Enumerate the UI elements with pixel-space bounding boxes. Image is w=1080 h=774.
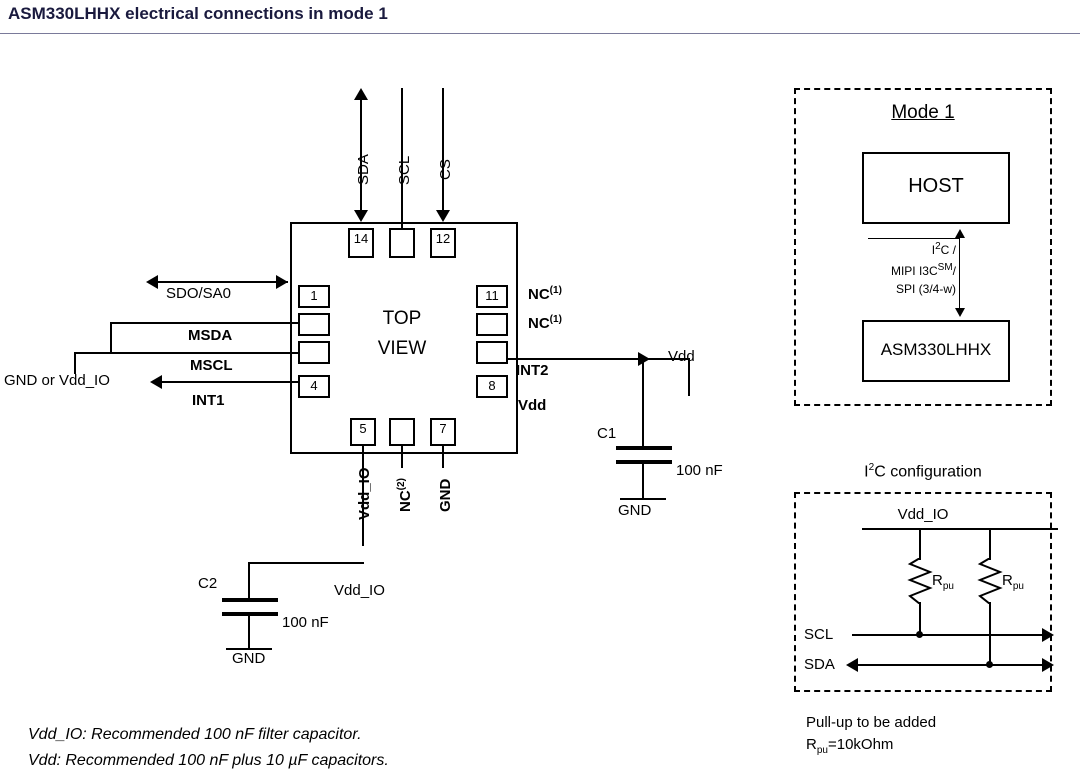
label-c2-value: 100 nF	[282, 614, 329, 631]
int1-arrowhead-left	[150, 375, 162, 389]
page-title: ASM330LHHX electrical connections in mode 1	[8, 4, 388, 23]
rpu-left-symbol	[906, 558, 934, 604]
bus-labels	[838, 238, 956, 298]
sdo-sa0-arrowhead-left	[146, 275, 158, 289]
rpu-right-label	[1002, 572, 1024, 592]
c2-top-lead	[248, 562, 250, 600]
footnote-line-2: Vdd: Recommended 100 nF plus 10 µF capacitors.	[28, 752, 389, 769]
label-gnd-pin: GND	[437, 478, 454, 512]
device-label: ASM330LHHX	[880, 340, 992, 359]
i2c-rail-label: Vdd_IO	[897, 506, 949, 523]
pad-10	[476, 313, 508, 336]
i2c-rail-line	[862, 528, 1058, 530]
label-sdo-sa0: SDO/SA0	[166, 285, 232, 302]
bus-l1-a: I	[931, 243, 936, 257]
label-cs: CS	[437, 159, 454, 180]
i2c-sda-arrowhead-left	[846, 658, 858, 672]
bus-arrowhead-down	[955, 308, 965, 317]
chip-label-bottom: VIEW	[377, 338, 427, 359]
label-gnd-or-vddio: GND or Vdd_IO	[4, 372, 110, 389]
bus-l2-b: /	[952, 264, 956, 278]
label-mscl: MSCL	[190, 357, 233, 374]
c2-plate-bottom	[222, 612, 278, 616]
pad-7: 7	[430, 418, 456, 446]
rpu-right-a: R	[1002, 572, 1013, 589]
label-vdd-rail: Vdd	[668, 348, 695, 365]
pad-5: 5	[350, 418, 376, 446]
gnd-vddio-stub	[74, 352, 76, 374]
cs-arrowhead-down	[436, 210, 450, 222]
c1-bottom-lead	[642, 464, 644, 498]
label-c1-value: 100 nF	[676, 462, 723, 479]
rpu-left-bottom-lead	[919, 602, 921, 634]
title-divider	[0, 33, 1080, 34]
c1-plate-bottom	[616, 460, 672, 464]
rpu-right-bottom-lead	[989, 602, 991, 664]
label-c2-gnd: GND	[232, 650, 266, 667]
pad-1: 1	[298, 285, 330, 308]
label-c1-gnd: GND	[618, 502, 652, 519]
i2c-caption	[794, 462, 1052, 481]
int1-line	[162, 381, 298, 383]
sdo-sa0-line	[158, 281, 288, 283]
footnotes	[28, 722, 389, 774]
label-nc-bottom	[396, 478, 414, 512]
rpu-left-label	[932, 572, 954, 592]
i2c-caption-a: I	[864, 463, 869, 481]
i2c-note-r: R	[806, 736, 817, 753]
rpu-left-a: R	[932, 572, 943, 589]
pad-2	[298, 313, 330, 336]
c1-gnd-bar	[620, 498, 666, 500]
rpu-right-sub: pu	[1012, 581, 1024, 592]
bus-label-line3: SPI (3/4-w)	[895, 282, 956, 296]
bus-arrowhead-up	[955, 229, 965, 238]
i2c-scl-label: SCL	[804, 626, 834, 643]
i2c-scl-node	[916, 631, 923, 638]
label-msda: MSDA	[188, 327, 233, 344]
nc2-pin-line	[401, 446, 403, 468]
cs-line	[442, 88, 444, 212]
label-nc-1-note: (1)	[549, 285, 562, 296]
gnd-vddio-branch	[74, 352, 112, 354]
pad-11: 11	[476, 285, 508, 308]
c2-bottom-lead	[248, 616, 250, 648]
sdo-sa0-arrowhead-right	[276, 275, 288, 289]
i2c-note-val: =10kOhm	[827, 736, 894, 753]
rpu-right-top-lead	[989, 528, 991, 560]
label-vdd-pin8: Vdd	[518, 397, 547, 414]
c1-top-lead	[642, 358, 644, 446]
sda-arrowhead-up	[354, 88, 368, 100]
label-nc-bottom-note: (2)	[396, 478, 407, 491]
i2c-caption-sup: 2	[868, 462, 875, 473]
footnote-line-1: Vdd_IO: Recommended 100 nF filter capacitor.	[28, 726, 362, 743]
bus-line	[959, 238, 960, 308]
pad-14: 14	[348, 228, 374, 258]
c2-branch-line	[248, 562, 364, 564]
i2c-scl-arrowhead	[1042, 628, 1054, 642]
label-vddio-pin: Vdd_IO	[356, 467, 373, 520]
pad-8: 8	[476, 375, 508, 398]
pad-3	[298, 341, 330, 364]
bus-l1-sup: 2	[935, 241, 941, 252]
chip-label-top: TOP	[382, 308, 422, 329]
i2c-scl-line	[852, 634, 1046, 636]
gnd-pin-line	[442, 446, 444, 468]
msda-line	[110, 322, 298, 324]
i2c-sda-arrowhead-right	[1042, 658, 1054, 672]
label-nc-bottom-text: NC	[397, 490, 414, 512]
pad-13	[389, 228, 415, 258]
host-label: HOST	[908, 175, 964, 197]
label-nc-2-note: (1)	[549, 314, 562, 325]
bus-l1-b: C /	[940, 243, 956, 257]
label-int2: INT2	[516, 362, 549, 379]
pad-9	[476, 341, 508, 364]
pad-12: 12	[430, 228, 456, 258]
i2c-sda-line	[852, 664, 1046, 666]
i2c-note-line2	[806, 734, 936, 762]
i2c-sda-node	[986, 661, 993, 668]
label-nc-1	[528, 285, 562, 303]
label-nc-2	[528, 314, 562, 332]
rpu-left-sub: pu	[942, 581, 954, 592]
msda-mscl-connector	[110, 322, 112, 352]
c1-plate-top	[616, 446, 672, 450]
rpu-right-symbol	[976, 558, 1004, 604]
i2c-note	[806, 712, 936, 762]
i2c-note-sub: pu	[816, 745, 828, 756]
label-c2: C2	[198, 575, 218, 592]
mode1-title: Mode 1	[891, 102, 955, 123]
bus-l2-sup: SM	[937, 262, 953, 273]
i2c-caption-b: C configuration	[874, 463, 982, 481]
pad-6	[389, 418, 415, 446]
i2c-note-line1: Pull-up to be added	[806, 714, 937, 731]
pad-4: 4	[298, 375, 330, 398]
label-int1: INT1	[192, 392, 225, 409]
c2-plate-top	[222, 598, 278, 602]
label-c1: C1	[597, 425, 617, 442]
bus-l2-a: MIPI I3C	[890, 264, 938, 278]
i2c-sda-label: SDA	[804, 656, 835, 673]
label-sda: SDA	[355, 154, 372, 185]
mscl-line	[110, 352, 298, 354]
bus-label-line2	[838, 259, 956, 280]
rpu-left-top-lead	[919, 528, 921, 560]
bus-label-line1	[838, 238, 956, 259]
label-c2-rail: Vdd_IO	[334, 582, 385, 599]
label-nc-2-text: NC	[528, 315, 550, 332]
label-nc-1-text: NC	[528, 286, 550, 303]
label-scl: SCL	[396, 155, 413, 185]
sda-arrowhead-down	[354, 210, 368, 222]
